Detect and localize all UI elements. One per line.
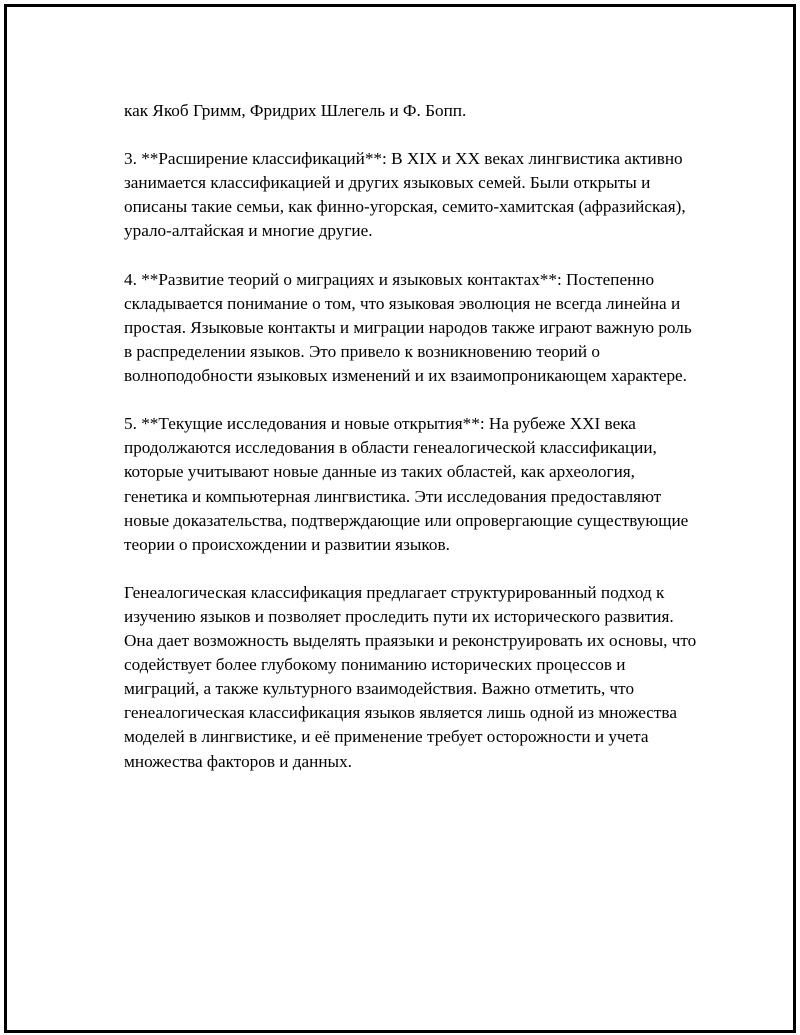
paragraph-continuation: как Якоб Гримм, Фридрих Шлегель и Ф. Бопп. xyxy=(124,101,467,120)
paragraph-conclusion: Генеалогическая классификация предлагает структурированный подход к изучению языков и позволяет проследить пути их исторического развития. Она дает возможность выделять праязыки и реконструировать их основы, что содействует более глубокому пониманию исторических процессов и миграций, а также культурного взаимодействия. Важно отметить, что генеалогическая классификация языков является лишь одной из множества моделей в лингвистике, и её применение требует осторожности и учета множества факторов и данных. xyxy=(124,582,697,771)
paragraph-item-4: 4. **Развитие теорий о миграциях и языковых контактах**: Постепенно складывается понимание о том, что языковая эволюция не всегда линейна и простая. Языковые контакты и миграции народов также играют важную роль в распределении языков. Это привело к возникновению теорий о волноподобности языковых изменений и их взаимопроникающем характере. xyxy=(124,269,692,386)
paragraph-item-5: 5. **Текущие исследования и новые открытия**: На рубеже XXI века продолжаются исследования в области генеалогической классификации, которые учитывают новые данные из таких областей, как археология, генетика и компьютерная лингвистика. Эти исследования предоставляют новые доказательства, подтверждающие или опровергающие существующие теории о происхождении и развитии языков. xyxy=(124,414,689,554)
paragraph-item-3: 3. **Расширение классификаций**: В XIX и XX веках лингвистика активно занимается классификацией и других языковых семей. Были открыты и описаны такие семьи, как финно-угорская, семито-хамитская (афразийская), урало-алтайская и многие другие. xyxy=(124,149,686,241)
document-body xyxy=(124,99,699,798)
page-frame xyxy=(4,4,796,1033)
